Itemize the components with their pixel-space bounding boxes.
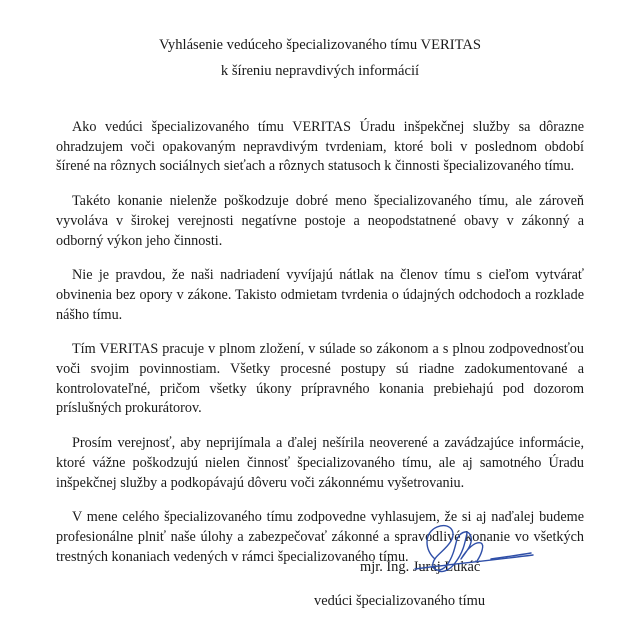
- document-subtitle: k šíreniu nepravdivých informácií: [220, 63, 420, 79]
- paragraph-6: V mene celého špecializovaného tímu zodpovedne vyhlasujem, že si aj naďalej budeme profesionálne plniť naše úlohy a zabezpečovať zákonné a spravodlivé konanie vo všetkých trestných konaniach vedených v rámci špecializovaného tímu.: [56, 509, 584, 565]
- document-title: Vyhlásenie vedúceho špecializovaného tímu VERITAS: [159, 37, 481, 53]
- paragraph-3: Nie je pravdou, že naši nadriadení vyvíjajú nátlak na členov tímu s cieľom vytvárať obvinenia bez opory v zákone. Takisto odmietam tvrdenia o údajných odchodoch a rozklade nášho tímu.: [56, 267, 584, 323]
- signature-stroke-middle: [457, 532, 483, 561]
- signatory-role: vedúci špecializovaného tímu: [314, 593, 486, 609]
- paragraph-5: Prosím verejnosť, aby neprijímala a ďalej nešírila neoverené a zavádzajúce informácie, ktoré vážne poškodzujú nielen činnosť špecializovaného tímu, ale aj samotného Úradu inšpekčnej služby a podkopávajú dôveru voči zákonnému vyšetrovaniu.: [56, 435, 584, 491]
- paragraph-4: Tím VERITAS pracuje v plnom zložení, v súlade so zákonom a s plnou zodpovednosťou voči svojim povinnostiam. Všetky procesné postupy sú riadne zadokumentované a kontrolovateľné, pričom všetky úkony prípravného konania prebiehajú pod dozorom príslušných prokurátorov.: [56, 341, 584, 417]
- signatory-name: mjr. Ing. Juraj Lukáč: [360, 559, 481, 575]
- paragraph-1: Ako vedúci špecializovaného tímu VERITAS Úradu inšpekčnej služby sa dôrazne ohradzujem voči opakovaným nepravdivým tvrdeniam, ktoré boli v poslednom období šírené na rôznych sociálnych sieťach a rôznych statusoch k činnosti špecializovaného tímu.: [56, 119, 584, 175]
- document-body: [56, 118, 584, 582]
- paragraph-2: Takéto konanie nielenže poškodzuje dobré meno špecializovaného tímu, ale zároveň vyvoláva v širokej verejnosti negatívne postoje a neopodstatnené obavy v zákonný a odborný výkon jeho činnosti.: [56, 193, 584, 249]
- signature-stroke-initial: [427, 526, 457, 571]
- handwritten-signature: [395, 519, 535, 581]
